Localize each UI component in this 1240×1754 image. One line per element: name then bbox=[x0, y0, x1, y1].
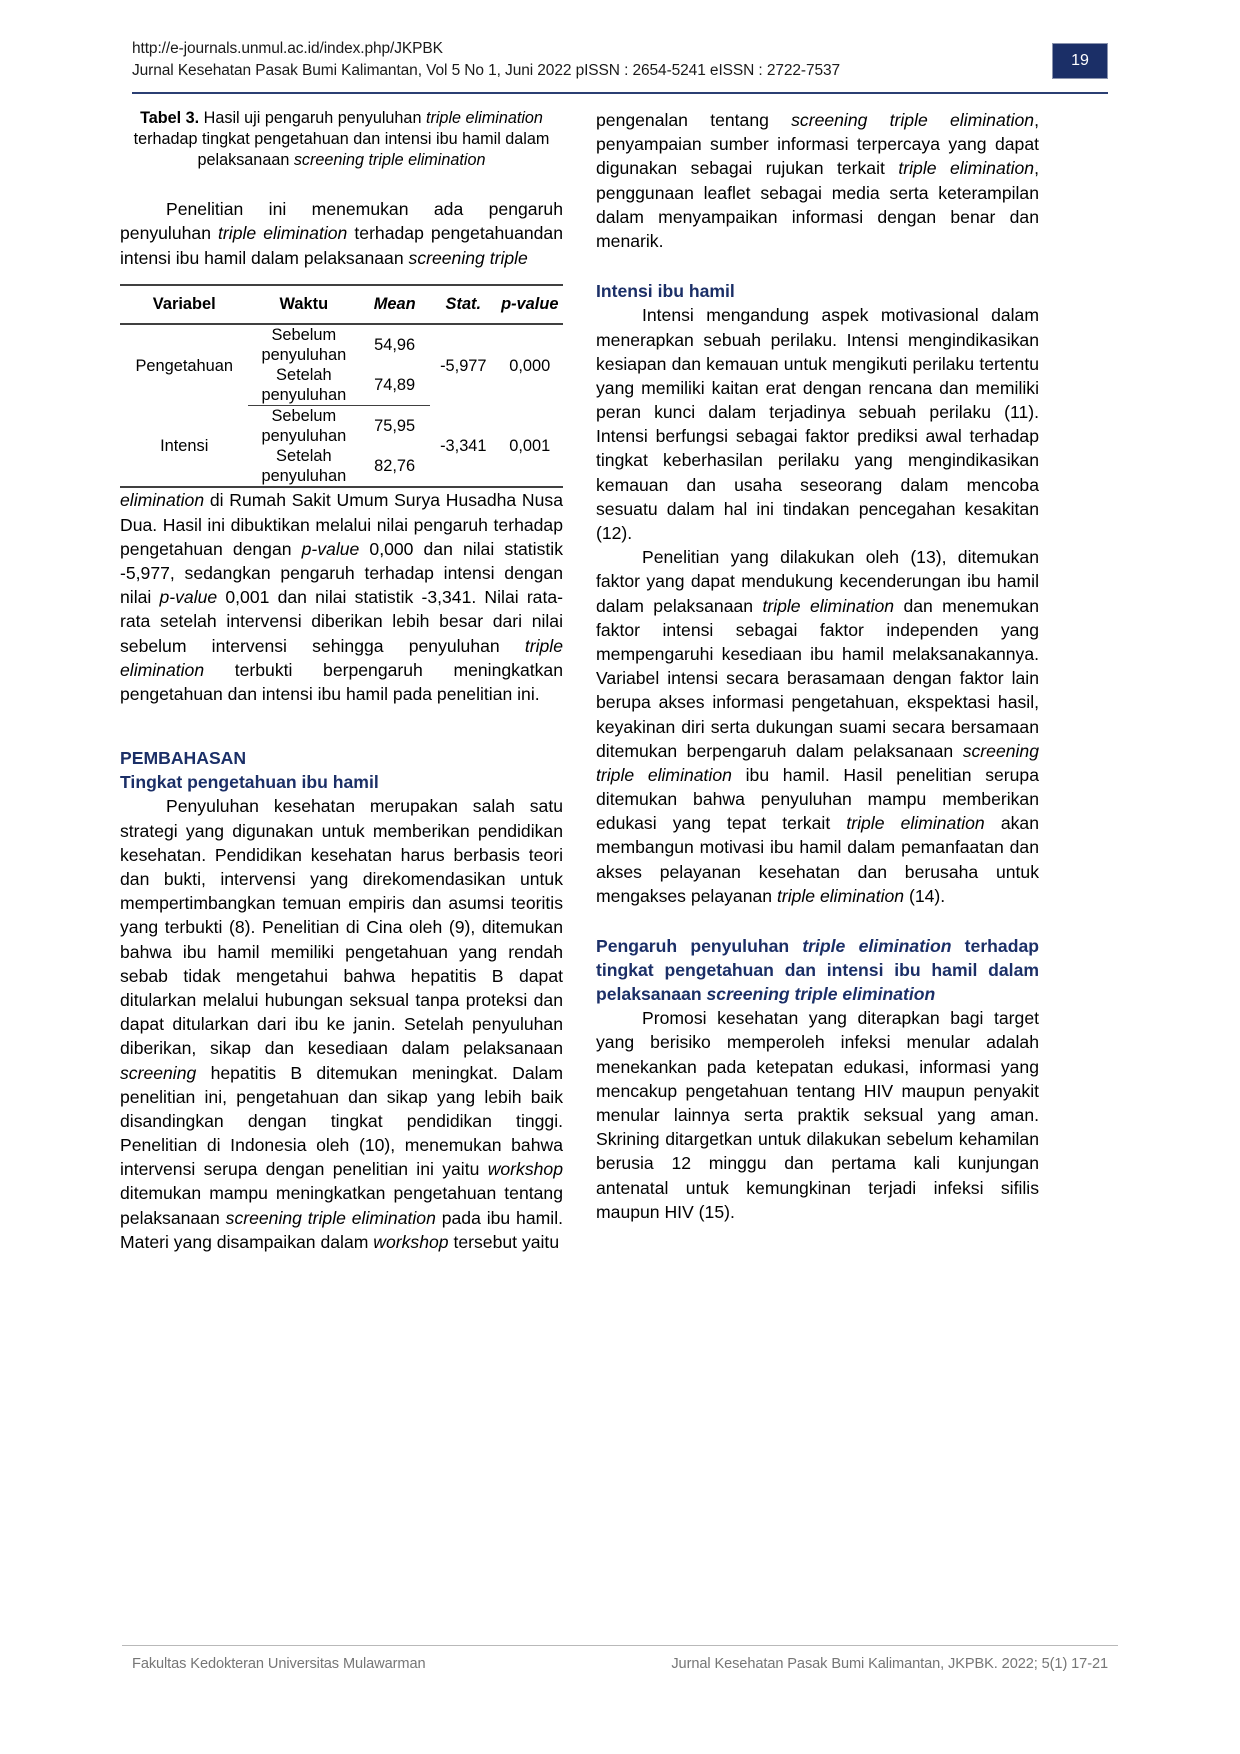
journal-url: http://e-journals.unmul.ac.id/index.php/JKPBK bbox=[132, 40, 443, 57]
cell-mean-before: 54,96 bbox=[374, 336, 416, 355]
text-run-italic: screening triple elimination bbox=[791, 110, 1035, 130]
text-run: di Rumah Sakit Umum Surya Husadha Nusa Dua. Hasil ini dibuktikan melalui nilai pengaruh terhadap pengetahuan dengan bbox=[120, 490, 563, 559]
cell-mean-after: 82,76 bbox=[374, 457, 416, 476]
cell-stat: -3,341 bbox=[440, 437, 487, 456]
results-table bbox=[120, 284, 563, 489]
cell-pvalue: 0,001 bbox=[509, 437, 551, 456]
table-caption-italic1: triple elimination bbox=[425, 109, 543, 127]
subsection-heading-intensi-ibu-hamil: Intensi ibu hamil bbox=[596, 281, 735, 302]
spacer bbox=[120, 270, 563, 284]
table-row bbox=[120, 324, 563, 365]
cell-variabel: Intensi bbox=[160, 437, 209, 456]
text-run-italic: workshop bbox=[487, 1159, 563, 1180]
spacer bbox=[596, 253, 1039, 279]
cell-waktu-after: Setelah penyuluhan bbox=[248, 365, 359, 406]
text-run: , penggunaan leaflet sebagai media serta keterampilan dalam menyampaikan informasi dengan benar dan menarik. bbox=[596, 158, 1039, 251]
text-run-italic: workshop bbox=[373, 1231, 449, 1252]
text-run-italic: triple elimination bbox=[846, 813, 985, 834]
text-run: tersebut yaitu bbox=[448, 1231, 560, 1252]
text-run: pada ibu hamil. Materi yang disampaikan dalam bbox=[120, 1207, 563, 1252]
text-run-italic: screening triple bbox=[408, 247, 528, 268]
cell-stat: -5,977 bbox=[440, 356, 487, 375]
spacer bbox=[120, 706, 563, 746]
text-run: Penyuluhan kesehatan merupakan salah satu strategi yang digunakan untuk memberikan pendidikan kesehatan. Pendidikan kesehatan harus berbasis teori dan bukti, intervensi yang direkomendasikan untuk mempertimbangkan temuan empiris dan asumsi teoritis yang terbukti (8). Penelitian di Cina oleh (9), ditemukan bahwa ibu hamil memiliki pengetahuan yang rendah sebab tidak mengetahui bahwa hepatitis B dapat ditularkan melalui hubungan seksual tanpa proteksi dan dapat ditularkan dari ibu ke janin. Setelah penyuluhan diberikan, sikap dan kesediaan dalam pelaksanaan bbox=[120, 796, 563, 1059]
paragraph-before-table bbox=[120, 197, 563, 270]
paragraph-intensi-2 bbox=[596, 545, 1039, 908]
table-row bbox=[120, 406, 563, 447]
spacer bbox=[120, 171, 563, 197]
text-run: 0,000 dan nilai statistik -5,977, sedangkan pengaruh terhadap intensi dengan nilai bbox=[120, 538, 563, 608]
col-header-pvalue: p-value bbox=[501, 294, 559, 313]
paragraph-intensi-1: Intensi mengandung aspek motivasional dalam menerapkan sebuah perilaku. Intensi mengindikasikan kesiapan dan kemauan untuk mengikuti perilaku tertentu yang memiliki kaitan erat dengan rencana dan memiliki peran kunci dalam terjadinya sebuah perilaku (11). Intensi berfungsi sebagai faktor prediksi awal terhadap tingkat keberhasilan perilaku yang mengindikasikan kemauan dan usaha seseorang dalam mencoba sesuatu dalam hal ini tindakan pencegahan kesakitan (12). bbox=[596, 305, 1039, 543]
text-run: Penelitian ini menemukan ada pengaruh penyuluhan bbox=[120, 199, 563, 244]
paragraph-tingkat-pengetahuan bbox=[120, 794, 563, 1254]
text-run-italic: screening triple elimination bbox=[596, 740, 1039, 785]
col-header-stat: Stat. bbox=[445, 294, 482, 313]
section-heading-pembahasan: PEMBAHASAN bbox=[120, 748, 247, 769]
cell-mean-before: 75,95 bbox=[374, 417, 416, 436]
subsection-heading-tingkat-pengetahuan: Tingkat pengetahuan ibu hamil bbox=[120, 772, 379, 793]
left-column bbox=[120, 108, 563, 1254]
footer-divider bbox=[122, 1645, 1118, 1646]
spacer bbox=[596, 908, 1039, 934]
text-run: Penelitian yang dilakukan oleh (13), ditemukan faktor yang dapat mendukung kecenderungan ibu hamil dalam pelaksanaan bbox=[596, 547, 1039, 616]
text-run: , penyampaian sumber informasi terpercaya yang dapat digunakan sebagai rujukan terkait bbox=[596, 110, 1039, 179]
header-text-block bbox=[132, 38, 972, 83]
cell-waktu-before: Sebelum penyuluhan bbox=[261, 326, 347, 365]
table-header-row bbox=[120, 285, 563, 325]
table-caption-part2: terhadap tingkat pengetahuan dan intensi ibu hamil dalam pelaksanaan bbox=[133, 130, 550, 170]
table-head bbox=[120, 285, 563, 325]
cell-mean-after: 74,89 bbox=[359, 365, 430, 406]
text-run-italic: triple elimination bbox=[218, 223, 348, 244]
cell-pvalue: 0,000 bbox=[509, 356, 551, 375]
text-run: ditemukan mampu meningkatkan pengetahuan tentang pelaksanaan bbox=[120, 1183, 563, 1228]
text-run-italic: triple elimination bbox=[120, 635, 563, 680]
text-run-italic: elimination bbox=[120, 490, 205, 511]
paragraph-after-table bbox=[120, 488, 563, 706]
table-caption bbox=[120, 108, 563, 171]
text-run: terhadap tingkat pengetahuan dan intensi ibu hamil dalam pelaksanaan bbox=[596, 936, 1039, 1005]
footer-citation: Jurnal Kesehatan Pasak Bumi Kalimantan, JKPBK. 2022; 5(1) 17-21 bbox=[671, 1656, 1108, 1672]
footer-institution: Fakultas Kedokteran Universitas Mulawarman bbox=[132, 1656, 426, 1672]
text-run-italic: triple elimination bbox=[898, 158, 1035, 179]
cell-variabel: Pengetahuan bbox=[135, 356, 233, 375]
subsection-heading-pengaruh-penyuluhan bbox=[596, 934, 1039, 1006]
text-run: hepatitis B ditemukan meningkat. Dalam penelitian ini, pengetahuan dan sikap yang lebih baik disandingkan dengan tingkat pendidikan tinggi. Penelitian di Indonesia oleh (10), menemukan bahwa intervensi serupa dengan penelitian ini yaitu bbox=[120, 1062, 563, 1180]
col-header-waktu: Waktu bbox=[279, 294, 329, 313]
table-caption-part1: Hasil uji pengaruh penyuluhan bbox=[199, 109, 426, 127]
text-run-italic: screening bbox=[120, 1062, 197, 1083]
text-run-italic: screening triple elimination bbox=[225, 1207, 436, 1228]
text-run-italic: screening triple elimination bbox=[706, 984, 936, 1005]
text-run: pengenalan tentang bbox=[596, 110, 792, 130]
cell-waktu-before: Sebelum penyuluhan bbox=[261, 407, 347, 446]
text-run-italic: triple elimination bbox=[802, 936, 952, 956]
text-run: terhadap pengetahuandan intensi ibu hamil dalam pelaksanaan bbox=[120, 223, 563, 268]
col-header-mean: Mean bbox=[373, 294, 416, 313]
text-run: terbukti berpengaruh meningkatkan pengetahuan dan intensi ibu hamil pada penelitian ini. bbox=[120, 659, 563, 704]
right-column bbox=[596, 108, 1039, 1224]
paragraph-promosi-kesehatan: Promosi kesehatan yang diterapkan bagi target yang berisiko memperoleh infeksi menular adalah menekankan pada ketepatan edukasi, informasi yang mencakup pengetahuan tentang HIV maupun penyakit menular lainnya serta praktik seksual yang aman. Skrining ditargetkan untuk dilakukan sebelum kehamilan berusia 12 minggu dan pertama kali kunjungan antenatal untuk kemungkinan terjadi infeksi sifilis maupun HIV (15). bbox=[596, 1008, 1039, 1222]
col-header-variabel: Variabel bbox=[152, 294, 216, 313]
journal-issue-line: Jurnal Kesehatan Pasak Bumi Kalimantan, Vol 5 No 1, Juni 2022 pISSN : 2654-5241 eISSN : 2722-7537 bbox=[132, 62, 841, 80]
text-run: 0,001 dan nilai statistik -3,341. Nilai rata-rata setelah intervensi diberikan lebih besar dari nilai sebelum intervensi sehingga penyuluhan bbox=[120, 587, 563, 656]
page-footer bbox=[132, 1656, 1108, 1672]
text-run: ibu hamil. Hasil penelitian serupa ditemukan bahwa penyuluhan mampu memberikan edukasi yang tepat terkait bbox=[596, 764, 1039, 834]
text-run-italic: p-value bbox=[159, 587, 218, 608]
text-run-italic: p-value bbox=[301, 538, 360, 559]
text-run: akan membangun motivasi ibu hamil dalam pemanfaatan dan akses pelayanan kesehatan dan berusaha untuk mengakses pelayanan bbox=[596, 813, 1039, 906]
text-run: (14). bbox=[904, 885, 946, 906]
header-divider bbox=[132, 92, 1108, 94]
cell-waktu-after: Setelah penyuluhan bbox=[261, 447, 347, 486]
text-run: Pengaruh penyuluhan bbox=[596, 936, 803, 956]
page-header bbox=[132, 38, 1108, 83]
table-caption-italic2: screening triple elimination bbox=[293, 151, 486, 170]
table-body bbox=[120, 324, 563, 487]
text-run: dan menemukan faktor intensi sebagai faktor independen yang mempengaruhi kesediaan ibu hamil melaksanakannya. Variabel intensi secara berasamaan dengan faktor lain berupa akses informasi pengetahuan, ekspektasi hasil, keyakinan diri serta dukungan suami secara bersamaan ditemukan berpengaruh dalam pelaksanaan bbox=[596, 595, 1039, 761]
text-run-italic: triple elimination bbox=[762, 595, 895, 616]
text-run-italic: triple elimination bbox=[776, 885, 905, 906]
table-caption-label: Tabel 3. bbox=[140, 109, 200, 127]
page-number-badge: 19 bbox=[1052, 43, 1108, 79]
paragraph-continuation bbox=[596, 108, 1039, 253]
